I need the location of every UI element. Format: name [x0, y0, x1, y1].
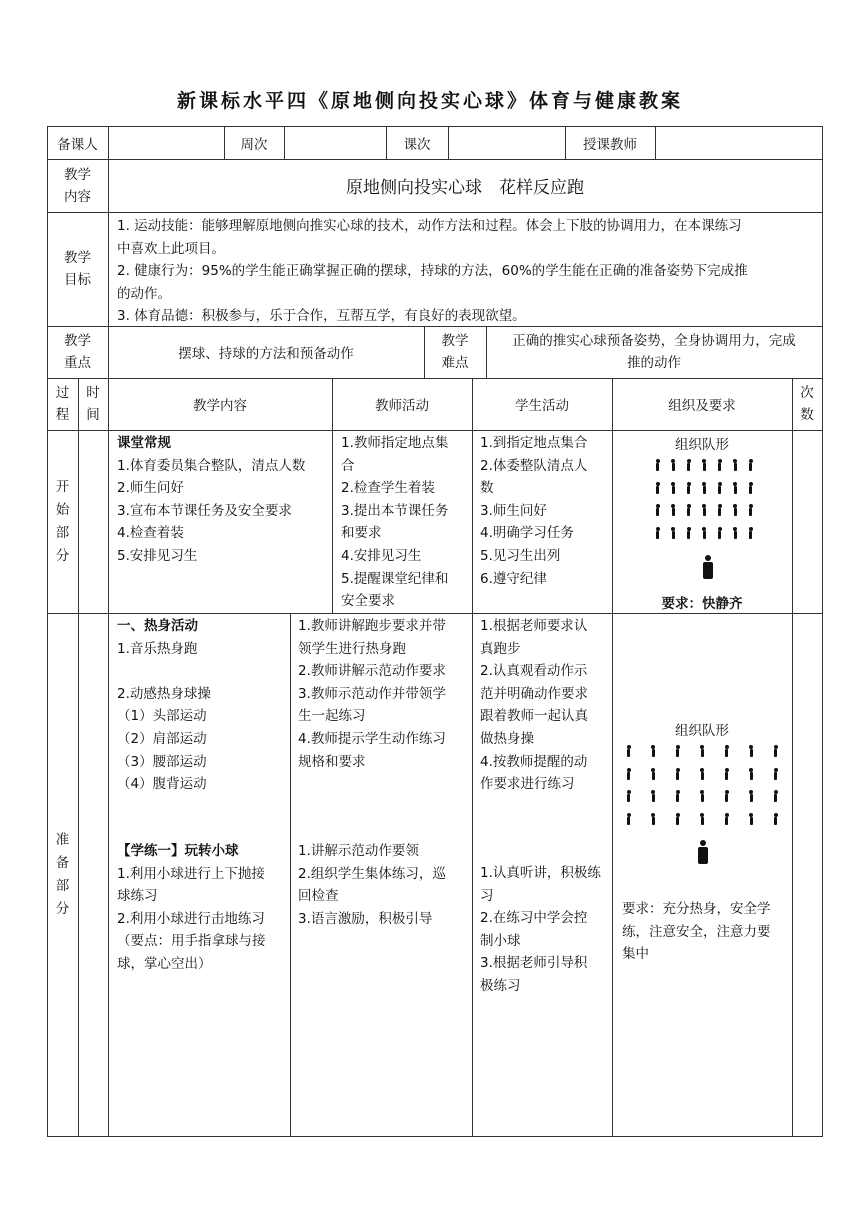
start-student	[480, 432, 610, 590]
student-figure-icon	[748, 482, 753, 494]
content-text: 原地侧向投实心球 花样反应跑	[346, 178, 584, 198]
start-student-line: 3.师生问好	[480, 502, 547, 519]
key-text: 摆球、持球的方法和预备动作	[178, 346, 354, 362]
student-figure-icon	[651, 790, 656, 802]
student-figure-icon	[724, 768, 729, 780]
start-teacher-line: 安全要求	[341, 593, 395, 610]
practice-content	[117, 840, 289, 976]
student-figure-icon	[717, 482, 722, 494]
col-time: 时 间	[86, 385, 100, 423]
prep-org-requirement-line: 集中	[622, 946, 649, 963]
prep-teacher-line: 生一起练习	[298, 708, 366, 725]
start-teacher-line: 5.提醒课堂纪律和	[341, 570, 449, 587]
practice-line: （要点：用手指拿球与接	[117, 933, 266, 950]
student-figure-icon	[748, 504, 753, 516]
prep-org-requirement	[622, 898, 790, 966]
prep-student-line: 4.按教师提醒的动	[480, 753, 588, 770]
prep-teacher-line: 1.教师讲解跑步要求并带	[298, 618, 446, 634]
student-figure-icon	[700, 790, 705, 802]
prep-teacher-line: 3.语言激励，积极引导	[298, 910, 433, 927]
preparer-label: 备课人	[57, 136, 98, 153]
start-student-line: 2.体委整队清点人	[480, 457, 588, 474]
student-figure-icon	[626, 768, 631, 780]
difficulty-line: 推的动作	[627, 355, 681, 371]
key-label: 教学 重点	[64, 333, 91, 371]
student-figure-icon	[733, 504, 738, 516]
practice-line: 球练习	[117, 888, 158, 905]
start-teacher-line: 合	[341, 457, 355, 474]
content-label: 教学 内容	[64, 166, 91, 205]
student-figure-icon	[700, 813, 705, 825]
student-figure-icon	[724, 813, 729, 825]
student-figure-icon	[702, 482, 707, 494]
week-label: 周次	[240, 136, 268, 153]
prep-teacher-line: 回检查	[298, 888, 339, 905]
student-figure-icon	[655, 504, 660, 516]
prep-teacher-line: 2.教师讲解示范动作要求	[298, 663, 446, 680]
student-figure-icon	[675, 768, 680, 780]
prep-student-line: 极练习	[480, 977, 521, 994]
goal-line: 1. 运动技能：能够理解原地侧向推实心球的技术，动作方法和过程。体会上下肢的协调用力，在本课练习	[117, 218, 742, 234]
prep-student-line: 跟着教师一起认真	[480, 708, 588, 725]
prep-student-line: 习	[480, 887, 494, 904]
start-content	[117, 432, 331, 568]
prep-org-title: 组织队形	[675, 723, 729, 739]
prep-teacher-line: 领学生进行热身跑	[298, 640, 406, 657]
goal-line: 中喜欢上此项目。	[117, 240, 225, 257]
start-content-title: 课堂常规	[117, 435, 171, 451]
goal-line: 3. 体育品德：积极参与，乐于合作，互帮互学，有良好的表现欲望。	[117, 308, 526, 325]
student-figure-icon	[748, 459, 753, 471]
student-figure-icon	[671, 459, 676, 471]
student-figure-icon	[749, 745, 754, 757]
warmup-line: （3）腰部运动	[117, 753, 207, 770]
practice-title	[117, 840, 289, 863]
student-figure-icon	[655, 459, 660, 471]
start-content-line: 5.安排见习生	[117, 547, 198, 564]
prep-student-line: 制小球	[480, 932, 521, 949]
practice-title-bracket: 【学练一】	[117, 843, 185, 859]
prep-teacher-line: 规格和要求	[298, 753, 366, 770]
student-figure-icon	[675, 790, 680, 802]
prep-org-requirement-line: 要求：充分热身，安全学	[622, 901, 771, 917]
student-figure-icon	[655, 482, 660, 494]
student-figure-icon	[724, 790, 729, 802]
start-section-label: 开 始 部 分	[55, 478, 70, 564]
student-figure-icon	[626, 745, 631, 757]
teacher-label: 授课教师	[583, 136, 637, 153]
warmup-line: 1.音乐热身跑	[117, 640, 198, 657]
prep-content	[117, 615, 289, 796]
start-teacher-line: 2.检查学生着装	[341, 480, 435, 497]
prep-student-line: 2.认真观看动作示	[480, 663, 588, 680]
prep-student-line: 3.根据老师引导积	[480, 955, 588, 972]
goals-text	[117, 215, 819, 328]
student-figure-icon	[717, 527, 722, 539]
practice-line: 球，掌心空出）	[117, 955, 212, 972]
prep-teacher-line: 2.组织学生集体练习，巡	[298, 865, 446, 882]
student-figure-icon	[733, 459, 738, 471]
difficulty-label: 教学 难点	[441, 333, 469, 371]
student-figure-icon	[702, 504, 707, 516]
student-figure-icon	[773, 813, 778, 825]
student-figure-icon	[675, 745, 680, 757]
practice-line: 2.利用小球进行击地练习	[117, 910, 265, 927]
student-figure-icon	[700, 745, 705, 757]
practice-line: 1.利用小球进行上下抛接	[117, 865, 265, 882]
prep-teacher-2	[298, 840, 471, 930]
prep-student-line: 1.认真听讲，积极练	[480, 865, 601, 881]
col-student: 学生活动	[515, 398, 569, 414]
difficulty-line: 正确的推实心球预备姿势，全身协调用力，完成	[512, 333, 796, 349]
prep-org-requirement-line: 练，注意安全，注意力要	[622, 923, 771, 940]
student-figure-icon	[702, 527, 707, 539]
student-figure-icon	[749, 768, 754, 780]
col-organization: 组织及要求	[668, 398, 736, 414]
goals-label: 教学 目标	[64, 250, 91, 288]
start-content-line: 3.宣布本节课任务及安全要求	[117, 502, 292, 519]
student-figure-icon	[724, 745, 729, 757]
start-student-line: 数	[480, 480, 494, 497]
goal-line: 的动作。	[117, 285, 171, 302]
col-teacher: 教师活动	[375, 398, 429, 414]
prep-student-line: 1.根据老师要求认	[480, 618, 588, 634]
prep-teacher-line: 4.教师提示学生动作练习	[298, 730, 446, 747]
prep-student-1	[480, 615, 611, 796]
student-figure-icon	[733, 482, 738, 494]
prep-student-line: 做热身操	[480, 730, 534, 747]
prep-teacher-1	[298, 615, 471, 773]
student-figure-icon	[717, 504, 722, 516]
student-figure-icon	[651, 813, 656, 825]
page-title: 新课标水平四《原地侧向投实心球》体育与健康教案	[176, 90, 683, 112]
student-figure-icon	[686, 482, 691, 494]
prep-teacher-line: 1.讲解示范动作要领	[298, 843, 419, 859]
start-teacher-line: 和要求	[341, 525, 382, 542]
student-figure-icon	[626, 790, 631, 802]
goal-line: 2. 健康行为：95%的学生能正确掌握正确的摆球，持球的方法，60%的学生能在正确的准备姿势下完成推	[117, 263, 748, 280]
start-content-line: 4.检查着装	[117, 525, 184, 542]
start-student-line: 4.明确学习任务	[480, 525, 574, 542]
student-figure-icon	[671, 504, 676, 516]
prep-section-label: 准 备 部 分	[55, 831, 70, 917]
student-figure-icon	[702, 459, 707, 471]
start-org-requirement: 要求：快静齐	[661, 596, 743, 612]
student-figure-icon	[686, 527, 691, 539]
prep-student-line: 范并明确动作要求	[480, 685, 588, 702]
start-teacher-line: 4.安排见习生	[341, 547, 422, 564]
start-student-line: 6.遵守纪律	[480, 570, 547, 587]
student-figure-icon	[626, 813, 631, 825]
warmup-line: （2）肩部运动	[117, 730, 207, 747]
col-count: 次 数	[800, 385, 814, 423]
student-figure-icon	[773, 768, 778, 780]
start-content-line: 2.师生问好	[117, 480, 184, 497]
start-student-line: 5.见习生出列	[480, 547, 561, 564]
lesson-label: 课次	[403, 136, 431, 153]
teacher-figure-icon	[702, 555, 714, 579]
student-figure-icon	[651, 745, 656, 757]
start-student-line: 1.到指定地点集合	[480, 435, 588, 451]
col-process: 过 程	[55, 385, 70, 423]
student-figure-icon	[733, 527, 738, 539]
warmup-line: （4）腹背运动	[117, 776, 207, 793]
prep-student-line: 2.在练习中学会控	[480, 910, 588, 927]
prep-student-line: 作要求进行练习	[480, 776, 575, 793]
warmup-line	[117, 660, 289, 683]
student-figure-icon	[748, 527, 753, 539]
prep-teacher-line: 3.教师示范动作并带领学	[298, 685, 446, 702]
student-figure-icon	[717, 459, 722, 471]
student-figure-icon	[651, 768, 656, 780]
warmup-line: （1）头部运动	[117, 708, 207, 725]
student-figure-icon	[671, 527, 676, 539]
warmup-line: 2.动感热身球操	[117, 685, 211, 702]
student-figure-icon	[686, 459, 691, 471]
student-figure-icon	[773, 745, 778, 757]
student-figure-icon	[700, 768, 705, 780]
start-teacher	[341, 432, 471, 613]
student-figure-icon	[749, 813, 754, 825]
student-figure-icon	[675, 813, 680, 825]
start-teacher-line: 3.提出本节课任务	[341, 502, 449, 519]
difficulty-text	[486, 326, 822, 378]
student-figure-icon	[749, 790, 754, 802]
start-org-title: 组织队形	[675, 437, 729, 453]
student-figure-icon	[686, 504, 691, 516]
student-figure-icon	[773, 790, 778, 802]
warmup-title: 一、热身活动	[117, 618, 198, 634]
col-content: 教学内容	[193, 398, 247, 414]
start-teacher-line: 1.教师指定地点集	[341, 435, 449, 451]
start-content-line: 1.体育委员集合整队，清点人数	[117, 457, 306, 474]
student-figure-icon	[655, 527, 660, 539]
teacher-figure-icon	[697, 840, 709, 864]
prep-student-line: 真跑步	[480, 640, 521, 657]
practice-title-rest: 玩转小球	[184, 843, 239, 859]
prep-student-2	[480, 862, 611, 998]
student-figure-icon	[671, 482, 676, 494]
